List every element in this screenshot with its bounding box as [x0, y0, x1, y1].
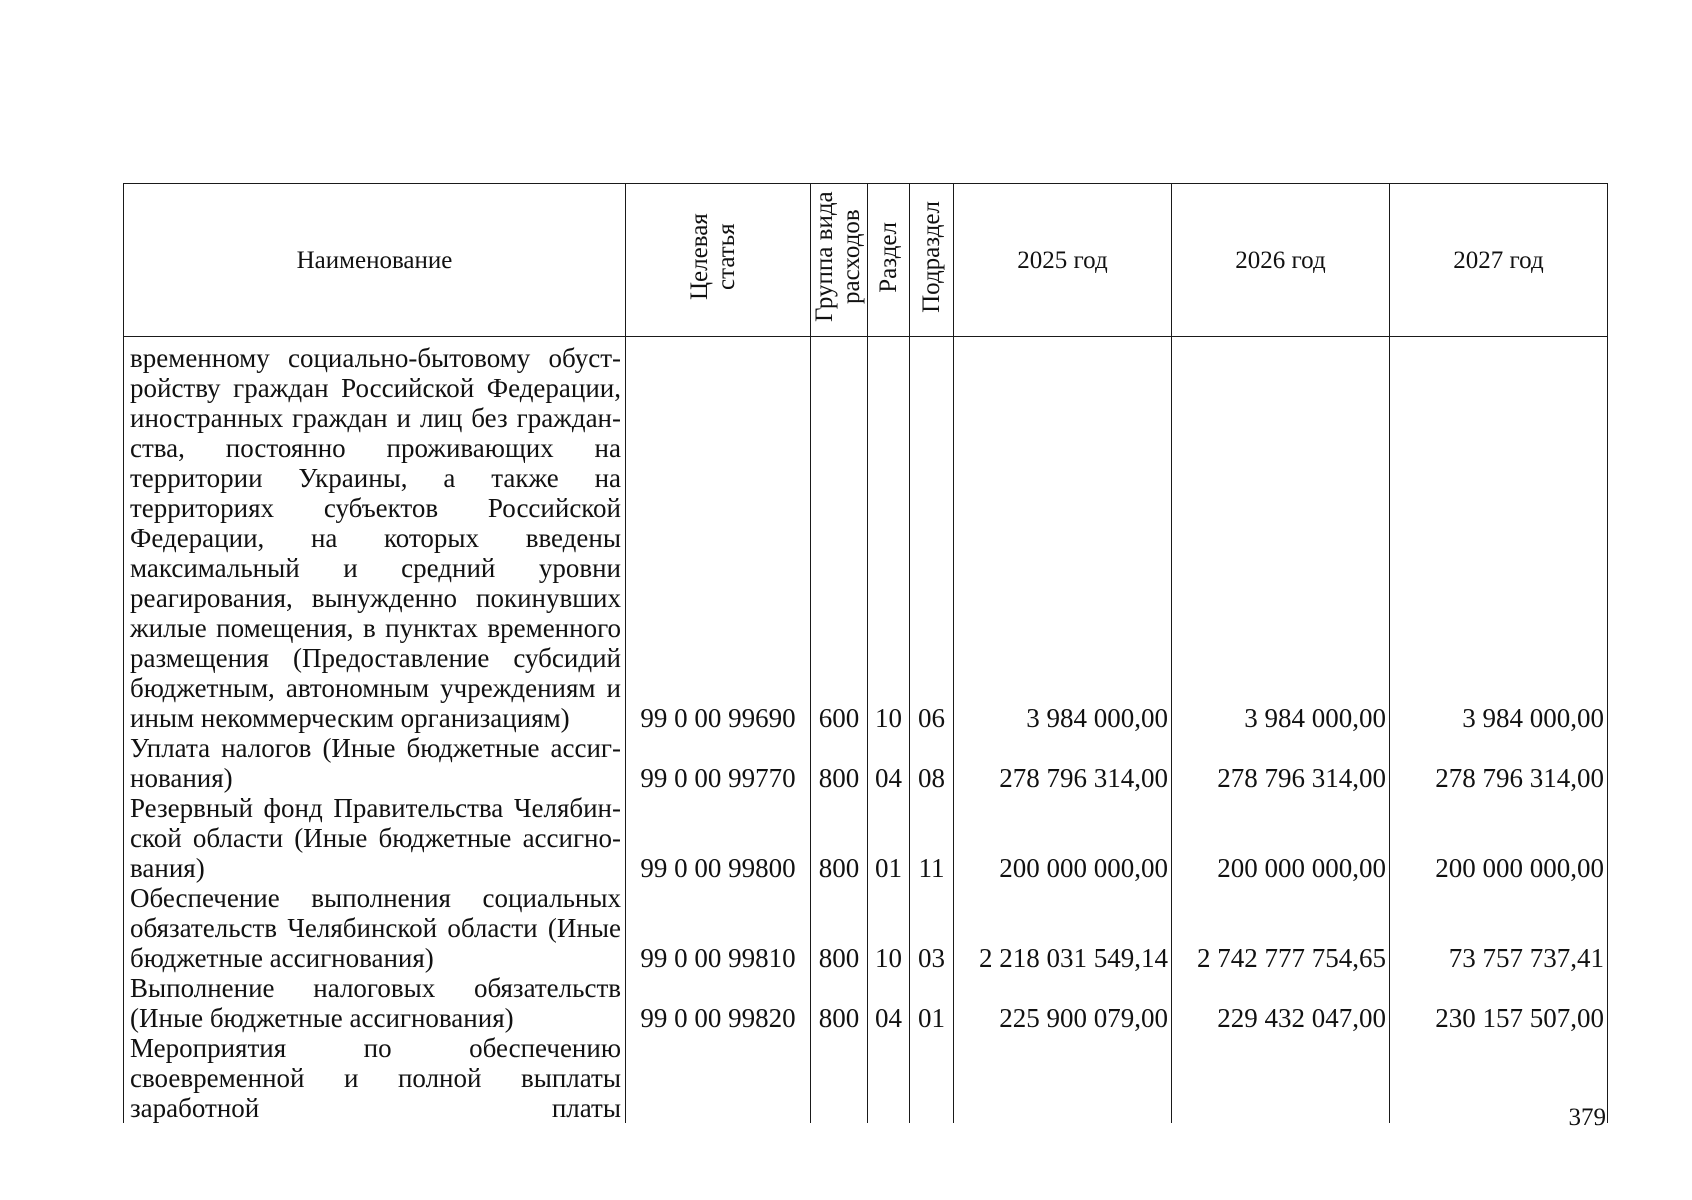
header-year-2025-label: 2025 год — [1017, 246, 1108, 274]
header-year-2027-label: 2027 год — [1453, 246, 1544, 274]
header-section — [868, 184, 910, 337]
cell-target: 99 0 00 99810 — [626, 883, 811, 973]
header-target-article-label: Целевая статья — [686, 213, 740, 301]
cell-2026: 200 000 000,00 — [1172, 793, 1390, 883]
cell-subsection: 03 — [910, 883, 954, 973]
cell-2027: 278 796 314,00 — [1390, 733, 1608, 793]
cell-group: 800 — [811, 733, 868, 793]
table-row — [124, 337, 1608, 734]
header-subsection — [910, 184, 954, 337]
cell-name: Резервный фонд Правительства Челябинской области (Иные бюджетные ассигнования) — [124, 793, 626, 883]
cell-2025: 278 796 314,00 — [954, 733, 1172, 793]
cell-section: 01 — [868, 793, 910, 883]
header-subsection-label: Подраздел — [918, 201, 945, 313]
header-year-2027 — [1390, 184, 1608, 337]
cell-group — [811, 1033, 868, 1123]
cell-2026: 278 796 314,00 — [1172, 733, 1390, 793]
header-name-label: Наименование — [296, 246, 453, 274]
header-year-2026-label: 2026 год — [1235, 246, 1326, 274]
table-row — [124, 883, 1608, 973]
cell-section: 10 — [868, 337, 910, 734]
cell-2026: 229 432 047,00 — [1172, 973, 1390, 1033]
cell-2025: 225 900 079,00 — [954, 973, 1172, 1033]
cell-2025: 3 984 000,00 — [954, 337, 1172, 734]
cell-group: 800 — [811, 793, 868, 883]
cell-group: 600 — [811, 337, 868, 734]
header-expense-group — [811, 184, 868, 337]
header-target-article — [626, 184, 811, 337]
cell-name: Выполнение налоговых обязательств (Иные бюджетные ассигнования) — [124, 973, 626, 1033]
cell-name: Мероприятия по обеспечению своевременной и полной выплаты заработной платы — [124, 1033, 626, 1123]
cell-2027: 200 000 000,00 — [1390, 793, 1608, 883]
header-year-2025 — [954, 184, 1172, 337]
cell-subsection: 11 — [910, 793, 954, 883]
cell-target: 99 0 00 99800 — [626, 793, 811, 883]
header-expense-group-label: Группа вида расходов — [811, 191, 865, 323]
cell-subsection: 08 — [910, 733, 954, 793]
cell-2025: 2 218 031 549,14 — [954, 883, 1172, 973]
table-row — [124, 1033, 1608, 1123]
cell-2026: 3 984 000,00 — [1172, 337, 1390, 734]
cell-subsection: 01 — [910, 973, 954, 1033]
cell-subsection — [910, 1033, 954, 1123]
cell-2027: 3 984 000,00 — [1390, 337, 1608, 734]
cell-subsection: 06 — [910, 337, 954, 734]
cell-2027: 73 757 737,41 — [1390, 883, 1608, 973]
table-row — [124, 733, 1608, 793]
cell-section: 10 — [868, 883, 910, 973]
cell-group: 800 — [811, 883, 868, 973]
cell-section: 04 — [868, 973, 910, 1033]
table-row — [124, 973, 1608, 1033]
header-row — [124, 184, 1608, 337]
cell-target — [626, 1033, 811, 1123]
cell-target: 99 0 00 99770 — [626, 733, 811, 793]
header-section-label: Раздел — [875, 221, 902, 293]
header-name — [124, 184, 626, 337]
cell-section: 04 — [868, 733, 910, 793]
cell-target: 99 0 00 99820 — [626, 973, 811, 1033]
cell-target: 99 0 00 99690 — [626, 337, 811, 734]
cell-2025 — [954, 1033, 1172, 1123]
cell-name: временному социально-бытовому обустройству граждан Российской Федерации, иностранных граждан и лиц без гражданства, постоянно проживающих на территории Украины, а также на территориях субъектов Российской Федерации, на которых введены максимальный и средний уровни реагирования, вынужденно покинувших жилые помещения, в пунктах временного размещения (Предоставление субсидий бюджетным, автономным учреждениям и иным некоммерческим организациям) — [124, 337, 626, 734]
cell-name: Уплата налогов (Иные бюджетные ассигнования) — [124, 733, 626, 793]
cell-group: 800 — [811, 973, 868, 1033]
cell-2026 — [1172, 1033, 1390, 1123]
cell-2025: 200 000 000,00 — [954, 793, 1172, 883]
table-row — [124, 793, 1608, 883]
header-year-2026 — [1172, 184, 1390, 337]
page-number: 379 — [1568, 1104, 1606, 1131]
cell-2026: 2 742 777 754,65 — [1172, 883, 1390, 973]
cell-name: Обеспечение выполнения социальных обязательств Челябинской области (Иные бюджетные ассигнования) — [124, 883, 626, 973]
budget-table — [123, 183, 1608, 1123]
cell-section — [868, 1033, 910, 1123]
cell-2027: 230 157 507,00 — [1390, 973, 1608, 1033]
